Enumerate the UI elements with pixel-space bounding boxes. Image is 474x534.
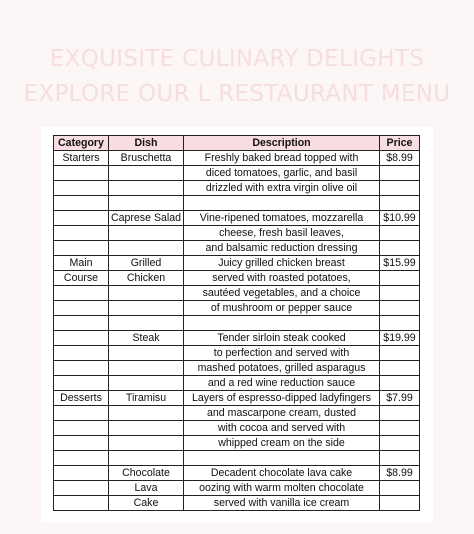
- dish-cell[interactable]: [109, 361, 184, 376]
- category-cell[interactable]: [54, 316, 109, 331]
- table-row: [54, 316, 420, 331]
- category-cell[interactable]: [54, 481, 109, 496]
- dish-cell[interactable]: [109, 421, 184, 436]
- category-cell[interactable]: [54, 376, 109, 391]
- header-row: [54, 136, 420, 151]
- dish-cell[interactable]: Bruschetta: [109, 151, 184, 166]
- price-cell[interactable]: [380, 451, 420, 466]
- dish-cell[interactable]: [109, 316, 184, 331]
- header-price[interactable]: Price: [380, 136, 420, 151]
- table-row: [54, 346, 420, 361]
- header-dish[interactable]: Dish: [109, 136, 184, 151]
- dish-cell[interactable]: [109, 196, 184, 211]
- table-row: [54, 271, 420, 286]
- table-row: [54, 451, 420, 466]
- price-cell[interactable]: [380, 181, 420, 196]
- description-cell[interactable]: [184, 196, 380, 211]
- price-cell[interactable]: [380, 496, 420, 511]
- dish-cell[interactable]: [109, 376, 184, 391]
- description-cell[interactable]: sautéed vegetables, and a choice: [184, 286, 380, 301]
- page-title-line-1: EXQUISITE CULINARY DELIGHTS: [49, 46, 425, 72]
- description-cell[interactable]: drizzled with extra virgin olive oil: [184, 181, 380, 196]
- dish-cell[interactable]: Cake: [109, 496, 184, 511]
- menu-table: [53, 135, 420, 511]
- table-row: [54, 286, 420, 301]
- table-row: [54, 181, 420, 196]
- price-cell[interactable]: [380, 406, 420, 421]
- price-cell[interactable]: [380, 241, 420, 256]
- dish-cell[interactable]: [109, 226, 184, 241]
- description-cell[interactable]: Juicy grilled chicken breast: [184, 256, 380, 271]
- price-cell[interactable]: $15.99: [380, 256, 420, 271]
- category-cell[interactable]: [54, 436, 109, 451]
- table-row: [54, 466, 420, 481]
- category-cell[interactable]: [54, 361, 109, 376]
- price-cell[interactable]: $8.99: [380, 151, 420, 166]
- description-cell[interactable]: [184, 451, 380, 466]
- price-cell[interactable]: [380, 301, 420, 316]
- description-cell[interactable]: Layers of espresso-dipped ladyfingers: [184, 391, 380, 406]
- table-row: [54, 151, 420, 166]
- price-cell[interactable]: $19.99: [380, 331, 420, 346]
- dish-cell[interactable]: [109, 181, 184, 196]
- description-cell[interactable]: [184, 316, 380, 331]
- description-cell[interactable]: and mascarpone cream, dusted: [184, 406, 380, 421]
- dish-cell[interactable]: Caprese Salad: [109, 211, 184, 226]
- dish-cell[interactable]: Grilled: [109, 256, 184, 271]
- category-cell[interactable]: [54, 406, 109, 421]
- header-category[interactable]: Category: [54, 136, 109, 151]
- table-row: [54, 211, 420, 226]
- category-cell[interactable]: [54, 211, 109, 226]
- price-cell[interactable]: [380, 166, 420, 181]
- price-cell[interactable]: [380, 271, 420, 286]
- price-cell[interactable]: [380, 316, 420, 331]
- table-row: [54, 421, 420, 436]
- table-row: [54, 241, 420, 256]
- category-cell[interactable]: [54, 421, 109, 436]
- page-title-line-2: EXPLORE OUR L RESTAURANT MENU: [23, 81, 451, 107]
- description-cell[interactable]: Decadent chocolate lava cake: [184, 466, 380, 481]
- description-cell[interactable]: Vine-ripened tomatoes, mozzarella: [184, 211, 380, 226]
- description-cell[interactable]: with cocoa and served with: [184, 421, 380, 436]
- table-row: [54, 376, 420, 391]
- table-row: [54, 391, 420, 406]
- dish-cell[interactable]: Tiramisu: [109, 391, 184, 406]
- category-cell[interactable]: [54, 301, 109, 316]
- description-cell[interactable]: and a red wine reduction sauce: [184, 376, 380, 391]
- price-cell[interactable]: $10.99: [380, 211, 420, 226]
- table-row: [54, 166, 420, 181]
- table-row: [54, 331, 420, 346]
- table-row: [54, 196, 420, 211]
- category-cell[interactable]: Main: [54, 256, 109, 271]
- price-cell[interactable]: [380, 361, 420, 376]
- price-cell[interactable]: $8.99: [380, 466, 420, 481]
- price-cell[interactable]: [380, 421, 420, 436]
- table-row: [54, 406, 420, 421]
- description-cell[interactable]: cheese, fresh basil leaves,: [184, 226, 380, 241]
- dish-cell[interactable]: Steak: [109, 331, 184, 346]
- table-row: [54, 361, 420, 376]
- table-row: [54, 436, 420, 451]
- category-cell[interactable]: [54, 196, 109, 211]
- description-cell[interactable]: Tender sirloin steak cooked: [184, 331, 380, 346]
- category-cell[interactable]: [54, 226, 109, 241]
- category-cell[interactable]: [54, 466, 109, 481]
- category-cell[interactable]: [54, 241, 109, 256]
- price-cell[interactable]: [380, 346, 420, 361]
- price-cell[interactable]: [380, 436, 420, 451]
- header-description[interactable]: Description: [184, 136, 380, 151]
- description-cell[interactable]: to perfection and served with: [184, 346, 380, 361]
- dish-cell[interactable]: Lava: [109, 481, 184, 496]
- table-row: [54, 226, 420, 241]
- dish-cell[interactable]: Chicken: [109, 271, 184, 286]
- description-cell[interactable]: mashed potatoes, grilled asparagus: [184, 361, 380, 376]
- dish-cell[interactable]: [109, 406, 184, 421]
- price-cell[interactable]: $7.99: [380, 391, 420, 406]
- category-cell[interactable]: [54, 496, 109, 511]
- category-cell[interactable]: [54, 346, 109, 361]
- description-cell[interactable]: oozing with warm molten chocolate: [184, 481, 380, 496]
- category-cell[interactable]: [54, 181, 109, 196]
- category-cell[interactable]: [54, 451, 109, 466]
- description-cell[interactable]: diced tomatoes, garlic, and basil: [184, 166, 380, 181]
- price-cell[interactable]: [380, 196, 420, 211]
- price-cell[interactable]: [380, 376, 420, 391]
- description-cell[interactable]: whipped cream on the side: [184, 436, 380, 451]
- dish-cell[interactable]: [109, 346, 184, 361]
- table-row: [54, 256, 420, 271]
- dish-cell[interactable]: [109, 301, 184, 316]
- table-row: [54, 496, 420, 511]
- description-cell[interactable]: served with vanilla ice cream: [184, 496, 380, 511]
- dish-cell[interactable]: [109, 436, 184, 451]
- category-cell[interactable]: Desserts: [54, 391, 109, 406]
- price-cell[interactable]: [380, 226, 420, 241]
- description-cell[interactable]: and balsamic reduction dressing: [184, 241, 380, 256]
- category-cell[interactable]: Course: [54, 271, 109, 286]
- category-cell[interactable]: [54, 331, 109, 346]
- price-cell[interactable]: [380, 481, 420, 496]
- price-cell[interactable]: [380, 286, 420, 301]
- dish-cell[interactable]: [109, 286, 184, 301]
- dish-cell[interactable]: [109, 451, 184, 466]
- menu-body: [54, 151, 420, 511]
- category-cell[interactable]: [54, 166, 109, 181]
- table-row: [54, 481, 420, 496]
- description-cell[interactable]: of mushroom or pepper sauce: [184, 301, 380, 316]
- description-cell[interactable]: served with roasted potatoes,: [184, 271, 380, 286]
- dish-cell[interactable]: [109, 241, 184, 256]
- category-cell[interactable]: [54, 286, 109, 301]
- table-row: [54, 301, 420, 316]
- dish-cell[interactable]: Chocolate: [109, 466, 184, 481]
- category-cell[interactable]: Starters: [54, 151, 109, 166]
- dish-cell[interactable]: [109, 166, 184, 181]
- description-cell[interactable]: Freshly baked bread topped with: [184, 151, 380, 166]
